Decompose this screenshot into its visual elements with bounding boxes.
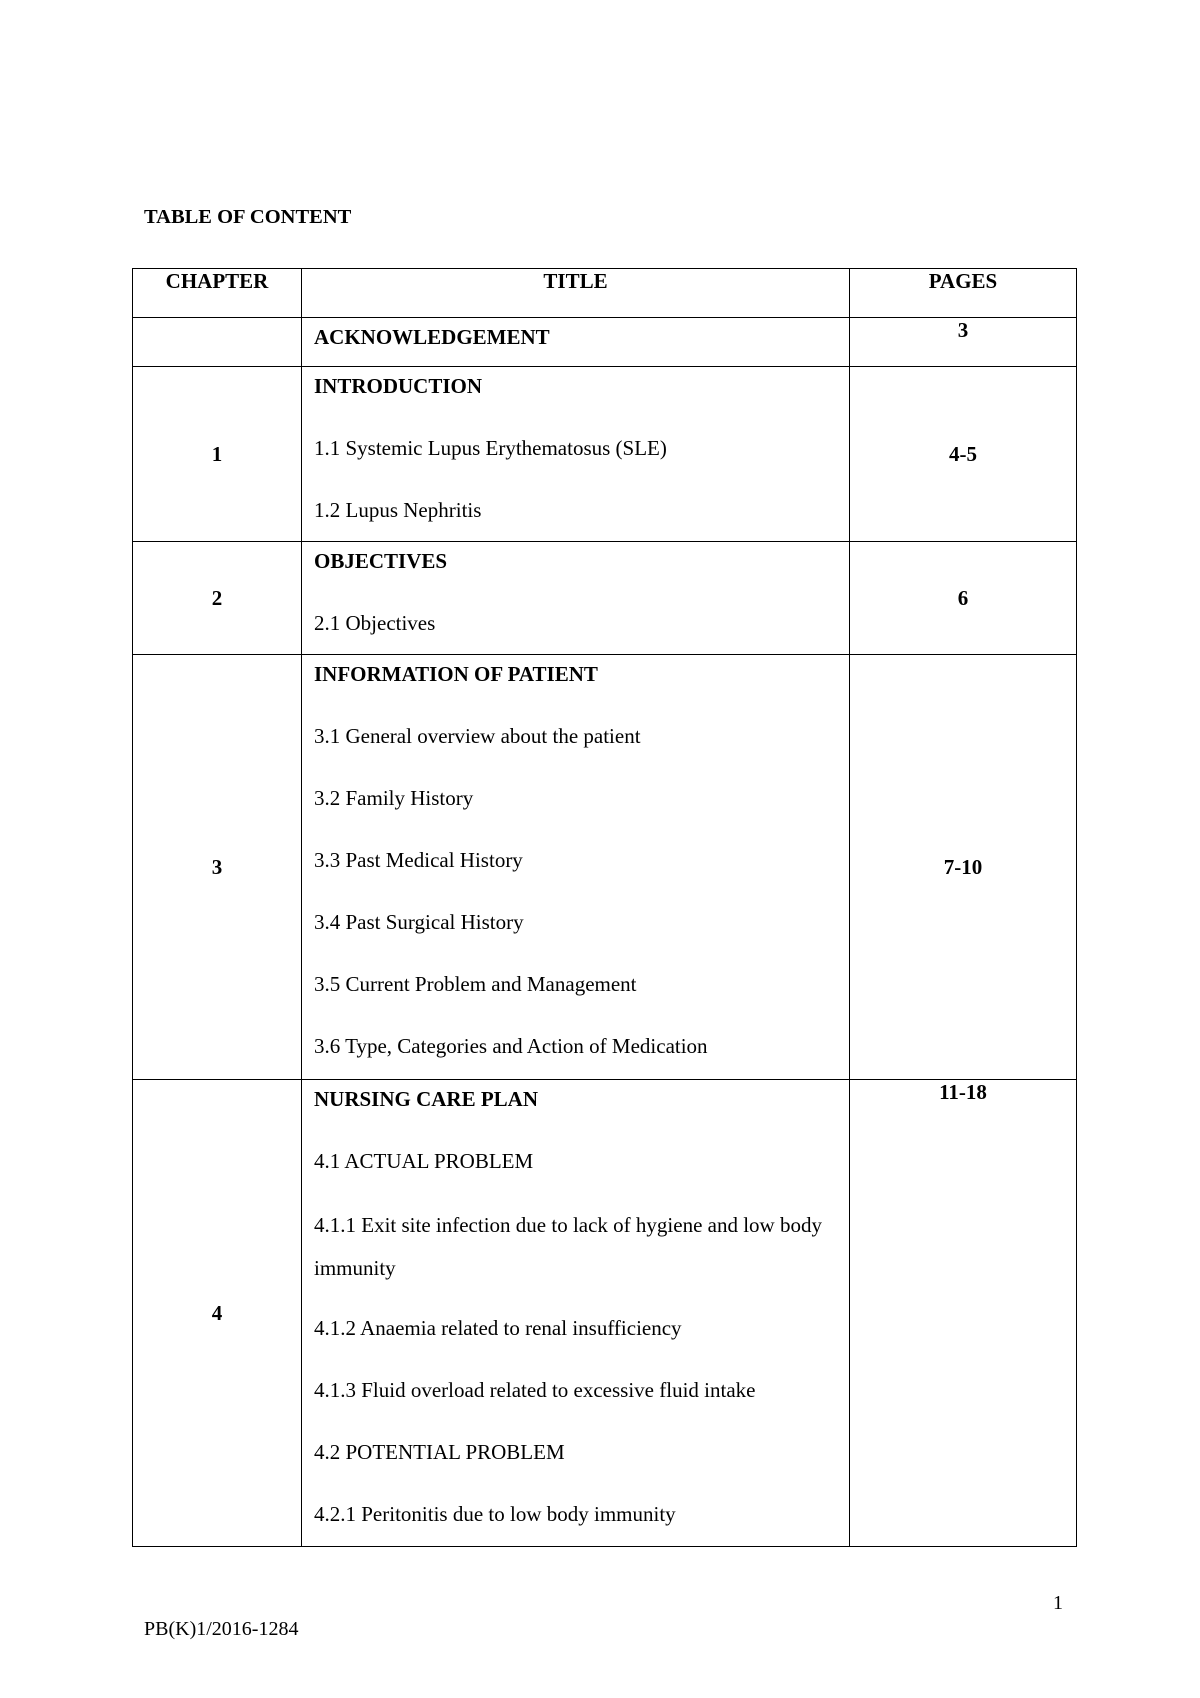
section-title: INTRODUCTION [314, 374, 483, 398]
section-title: NURSING CARE PLAN [314, 1087, 539, 1111]
subsection-item: 4.1 ACTUAL PROBLEM [314, 1149, 534, 1173]
pages-cell: 11-18 [850, 1080, 1077, 1547]
subsection-item: 3.6 Type, Categories and Action of Medication [314, 1034, 708, 1058]
chapter-cell: 2 [133, 542, 302, 655]
subsection-item: 4.2 POTENTIAL PROBLEM [314, 1440, 565, 1464]
chapter-cell: 4 [133, 1080, 302, 1547]
table-of-contents [132, 268, 1077, 1547]
table-header-row [133, 269, 1077, 318]
subsection-item: 1.1 Systemic Lupus Erythematosus (SLE) [314, 436, 667, 460]
chapter-cell: 1 [133, 367, 302, 542]
document-heading: TABLE OF CONTENT [144, 206, 352, 228]
table-row [133, 367, 1077, 542]
subsection-item: 4.1.3 Fluid overload related to excessive fluid intake [314, 1378, 756, 1402]
subsection-item: 3.2 Family History [314, 786, 474, 810]
subsection-item: 3.3 Past Medical History [314, 848, 523, 872]
chapter-cell: 3 [133, 655, 302, 1080]
title-cell [302, 1080, 850, 1547]
pages-cell: 7-10 [850, 655, 1077, 1080]
pages-cell: 4-5 [850, 367, 1077, 542]
table-row [133, 318, 1077, 367]
subsection-item: 3.5 Current Problem and Management [314, 972, 637, 996]
header-pages: PAGES [850, 269, 1077, 318]
subsection-item: 3.1 General overview about the patient [314, 724, 641, 748]
subsection-item: 4.1.1 Exit site infection due to lack of hygiene and low body immunity [314, 1213, 822, 1280]
pages-cell: 6 [850, 542, 1077, 655]
subsection-item: 4.2.1 Peritonitis due to low body immunity [314, 1502, 676, 1526]
header-chapter: CHAPTER [133, 269, 302, 318]
pages-cell: 3 [850, 318, 1077, 367]
subsection-item: 1.2 Lupus Nephritis [314, 498, 482, 522]
table-row [133, 1080, 1077, 1547]
section-title: ACKNOWLEDGEMENT [314, 325, 550, 349]
subsection-item: 2.1 Objectives [314, 611, 436, 635]
footer-id: PB(K)1/2016-1284 [144, 1618, 299, 1640]
title-cell [302, 318, 850, 367]
title-cell [302, 542, 850, 655]
table-row [133, 655, 1077, 1080]
subsection-item: 4.1.2 Anaemia related to renal insufficiency [314, 1316, 682, 1340]
section-title: OBJECTIVES [314, 549, 448, 573]
chapter-cell [133, 318, 302, 367]
title-cell [302, 655, 850, 1080]
section-title: INFORMATION OF PATIENT [314, 662, 598, 686]
table-row [133, 542, 1077, 655]
header-title: TITLE [302, 269, 850, 318]
title-cell [302, 367, 850, 542]
subsection-item: 3.4 Past Surgical History [314, 910, 524, 934]
page-number: 1 [1053, 1592, 1063, 1614]
